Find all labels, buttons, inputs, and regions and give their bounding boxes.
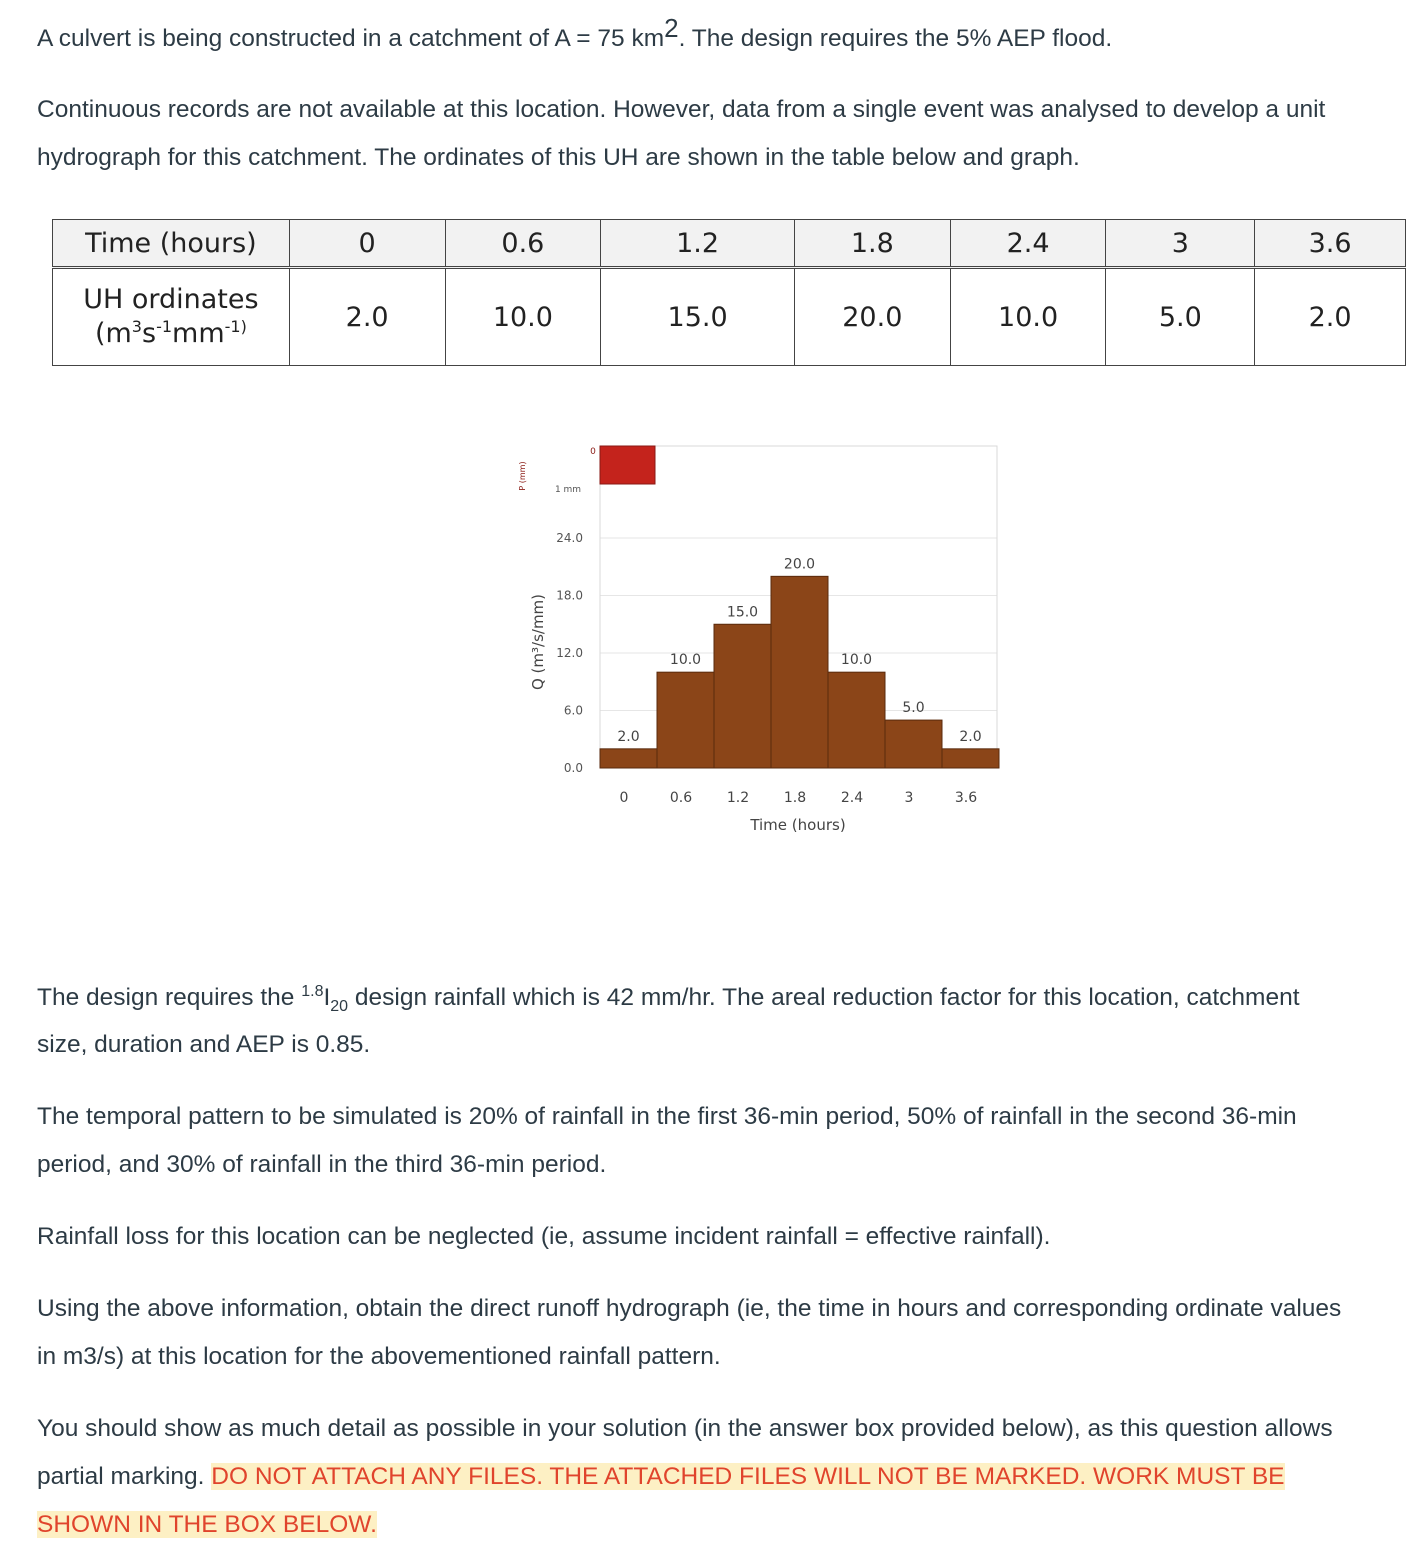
- bar-value-label: 20.0: [783, 556, 816, 573]
- rain-axis-label: P (mm): [518, 461, 527, 491]
- x-tick-label: 0.6: [669, 790, 693, 806]
- uh-bar: [942, 749, 999, 768]
- x-ticks: [620, 790, 978, 806]
- bar-value-label: 10.0: [669, 652, 702, 669]
- unit-sup-3: 3: [131, 317, 142, 336]
- uh-bar: [828, 672, 885, 768]
- detail-line-3: [37, 1501, 1406, 1549]
- time-cell: 0.6: [445, 220, 601, 268]
- km-superscript: 2: [664, 15, 679, 43]
- ordinate-header-units: [53, 317, 289, 351]
- uh-bar: [714, 624, 771, 768]
- x-axis-label: Time (hours): [750, 816, 846, 834]
- design-intensity-symbol: I: [323, 984, 331, 1011]
- bar-value-label: 2.0: [959, 728, 982, 745]
- design-line-2: size, duration and AEP is 0.85.: [37, 1031, 371, 1058]
- time-row: [53, 220, 1406, 268]
- uh-bar: [771, 576, 828, 768]
- uh-bar: [600, 749, 657, 768]
- uh-table: [52, 219, 1406, 366]
- y-tick-label: 6.0: [563, 703, 583, 718]
- ordinate-header-label: UH ordinates: [83, 284, 259, 315]
- temporal-line-2: period, and 30% of rainfall in the third 36-min period.: [37, 1151, 607, 1178]
- design-text-a: The design requires the: [37, 984, 302, 1011]
- x-tick-label: 3.6: [954, 790, 978, 806]
- task-line-2: in m3/s) at this location for the abovementioned rainfall pattern.: [37, 1343, 721, 1370]
- design-duration-sup: 1.8: [301, 982, 324, 1000]
- rain-tick-top: 0: [590, 447, 596, 457]
- ordinate-cell: 5.0: [1106, 268, 1255, 366]
- unit-sup-neg1-close: -1): [224, 317, 247, 336]
- time-cell: 3: [1106, 220, 1255, 268]
- ordinate-header: [53, 268, 290, 366]
- x-tick-label: 1.8: [783, 790, 807, 806]
- warning-highlight-2: SHOWN IN THE BOX BELOW.: [37, 1511, 377, 1538]
- ordinate-cell: 10.0: [950, 268, 1106, 366]
- y-tick-label: 18.0: [556, 588, 583, 603]
- unit-s: s: [141, 318, 157, 349]
- y-axis-label: Q (m³/s/mm): [529, 593, 547, 691]
- unit-m: (m: [94, 318, 132, 349]
- uh-bar: [657, 672, 714, 768]
- x-tick-label: 0: [619, 790, 629, 806]
- bar-value-label: 10.0: [840, 652, 873, 669]
- time-cell: 2.4: [950, 220, 1106, 268]
- intro-line-2: Continuous records are not available at this location. However, data from a single event was analysed to develop a unit: [37, 96, 1326, 123]
- design-text-c: design rainfall which is 42 mm/hr. The areal reduction factor for this location, catchment: [348, 984, 1300, 1011]
- detail-line-1: You should show as much detail as possible in your solution (in the answer box provided below), as this question allows: [37, 1415, 1333, 1442]
- intro-line-3: hydrograph for this catchment. The ordinates of this UH are shown in the table below and graph.: [37, 144, 1080, 171]
- bar-value-label: 5.0: [902, 700, 925, 717]
- rainfall-bar: [600, 446, 655, 484]
- ordinate-cell: 2.0: [1255, 268, 1406, 366]
- unit-sup-neg1: -1: [156, 317, 173, 336]
- bar-value-label: 2.0: [617, 728, 640, 745]
- uh-bars: [600, 556, 999, 768]
- ordinate-cell: 15.0: [601, 268, 795, 366]
- x-tick-label: 3: [904, 790, 914, 806]
- x-tick-label: 2.4: [840, 790, 864, 806]
- ordinate-cell: 2.0: [289, 268, 445, 366]
- intro-line-1: [37, 15, 1406, 63]
- x-tick-label: 1.2: [726, 790, 750, 806]
- y-tick-label: 12.0: [556, 646, 583, 660]
- y-tick-label: 0.0: [563, 761, 583, 775]
- temporal-line-1: The temporal pattern to be simulated is 20% of rainfall in the first 36-min period, 50% of rainfall in the second 36-min: [37, 1103, 1297, 1130]
- time-cell: 0: [289, 220, 445, 268]
- rain-tick-bottom: 1 mm: [554, 485, 582, 495]
- intro-text-b: . The design requires the 5% AEP flood.: [678, 25, 1113, 52]
- detail-text: partial marking.: [37, 1463, 212, 1490]
- y-ticks: [556, 531, 583, 775]
- detail-line-2: [37, 1453, 1406, 1501]
- bar-value-label: 15.0: [726, 604, 759, 621]
- unit-mm: mm: [172, 318, 225, 349]
- task-line-1: Using the above information, obtain the direct runoff hydrograph (ie, the time in hours and corresponding ordinate values: [37, 1295, 1342, 1322]
- ordinate-row: [53, 268, 1406, 366]
- uh-bar: [885, 720, 942, 768]
- time-cell: 1.8: [794, 220, 950, 268]
- time-header: Time (hours): [53, 220, 290, 268]
- ordinate-cell: 20.0: [794, 268, 950, 366]
- warning-highlight: DO NOT ATTACH ANY FILES. THE ATTACHED FILES WILL NOT BE MARKED. WORK MUST BE: [211, 1463, 1285, 1490]
- y-tick-label: 24.0: [556, 531, 583, 545]
- loss-line: Rainfall loss for this location can be neglected (ie, assume incident rainfall = effective rainfall).: [37, 1223, 1051, 1250]
- uh-chart: [505, 430, 1005, 840]
- time-cell: 3.6: [1255, 220, 1406, 268]
- design-aep-sub: 20: [330, 997, 349, 1015]
- time-cell: 1.2: [601, 220, 795, 268]
- ordinate-cell: 10.0: [445, 268, 601, 366]
- design-line-1: [37, 974, 1406, 1022]
- intro-text-a: A culvert is being constructed in a catchment of A = 75 km: [37, 25, 665, 52]
